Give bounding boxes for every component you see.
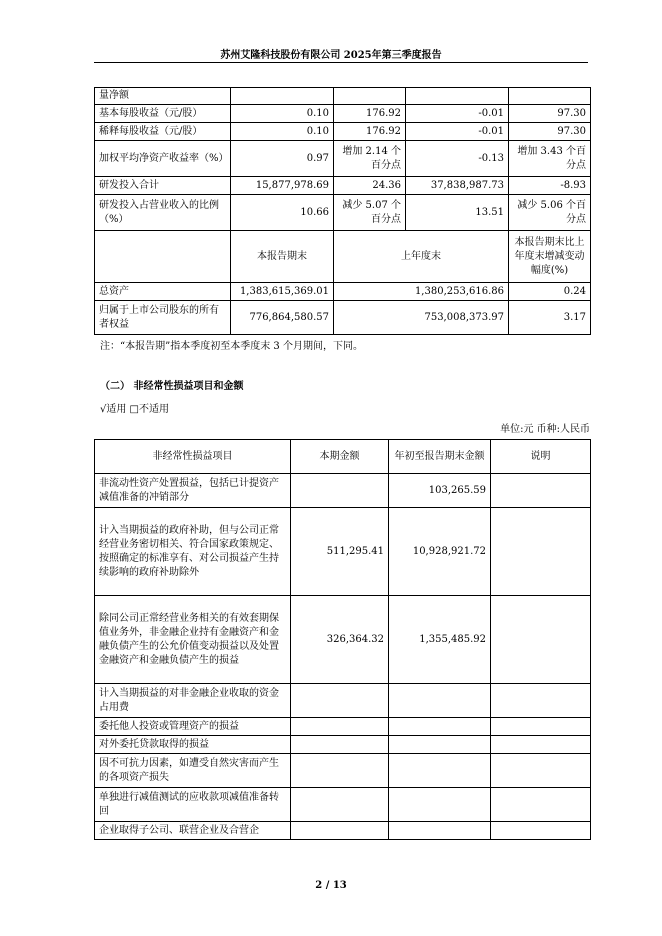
column-header: 本期金额 [291, 440, 389, 474]
non-recurring-items-table [94, 439, 591, 840]
currency-unit: 单位:元 币种:人民币 [500, 424, 590, 435]
column-header: 上年度末 [334, 231, 509, 283]
column-header: 本报告期末 [231, 231, 334, 283]
item-label: 企业取得子公司、联营企业及合营企 [95, 822, 291, 840]
item-label: 计入当期损益的对非金融企业收取的资金占用费 [95, 684, 291, 718]
table-header-row [95, 231, 591, 283]
report-header-title: 苏州艾隆科技股份有限公司 2025年第三季度报告 [220, 50, 442, 61]
section-title: （二） 非经常性损益项目和金额 [100, 381, 244, 392]
row-label: 加权平均净资产收益率（%） [95, 141, 231, 177]
row-label: 研发投入占营业收入的比例（%） [95, 195, 231, 231]
table-row: 非流动性资产处置损益，包括已计提资产减值准备的冲销部分 103,265.59 [95, 474, 591, 508]
table-row: 稀释每股收益（元/股） 0.10 176.92 -0.01 97.30 [95, 123, 591, 141]
table-row: 加权平均净资产收益率（%） 0.97 增加 2.14 个百分点 -0.13 增加 3.43 个百分点 [95, 141, 591, 177]
row-label: 研发投入合计 [95, 177, 231, 195]
column-header: 本报告期末比上年度末增减变动幅度(%) [509, 231, 591, 283]
table-row [95, 754, 591, 788]
table-row [95, 822, 591, 840]
table-row: 研发投入合计 15,877,978.69 24.36 37,838,987.73 -8.93 [95, 177, 591, 195]
row-label: 稀释每股收益（元/股） [95, 123, 231, 141]
financial-indicators-table [94, 87, 591, 335]
item-label: 除同公司正常经营业务相关的有效套期保值业务外，非金融企业持有金融资产和金融负债产生的公允价值变动损益以及处置金融资产和金融负债产生的损益 [95, 596, 291, 684]
table-row [95, 88, 591, 105]
table-row [95, 684, 591, 718]
row-label: 总资产 [95, 283, 231, 301]
item-label: 计入当期损益的政府补助，但与公司正常经营业务密切相关、符合国家政策规定、按照确定的标准享有、对公司损益产生持续影响的政府补助除外 [95, 508, 291, 596]
item-label: 非流动性资产处置损益，包括已计提资产减值准备的冲销部分 [95, 474, 291, 508]
table-row: 归属于上市公司股东的所有者权益 776,864,580.57 753,008,373.97 3.17 [95, 301, 591, 335]
table-row [95, 788, 591, 822]
column-header: 年初至报告期末金额 [389, 440, 491, 474]
item-label: 委托他人投资或管理资产的损益 [95, 718, 291, 736]
row-label: 归属于上市公司股东的所有者权益 [95, 301, 231, 335]
table-row [95, 736, 591, 754]
table-row: 除同公司正常经营业务相关的有效套期保值业务外，非金融企业持有金融资产和金融负债产生的公允价值变动损益以及处置金融资产和金融负债产生的损益 326,364.32 1,355,485.92 [95, 596, 591, 684]
item-label: 因不可抗力因素，如遭受自然灾害而产生的各项资产损失 [95, 754, 291, 788]
column-header: 非经常性损益项目 [95, 440, 291, 474]
header-divider [94, 62, 588, 63]
item-label: 对外委托贷款取得的损益 [95, 736, 291, 754]
table-row [95, 718, 591, 736]
table-note: 注：“本报告期”指本季度初至本季度末 3 个月期间，下同。 [100, 341, 363, 352]
table-row: 总资产 1,383,615,369.01 1,380,253,616.86 0.24 [95, 283, 591, 301]
table-header-row [95, 440, 591, 474]
table-row: 研发投入占营业收入的比例（%） 10.66 减少 5.07 个百分点 13.51 减少 5.06 个百分点 [95, 195, 591, 231]
row-label: 量净额 [95, 88, 231, 105]
column-header: 说明 [491, 440, 591, 474]
item-label: 单独进行减值测试的应收款项减值准备转回 [95, 788, 291, 822]
row-label: 基本每股收益（元/股） [95, 105, 231, 123]
applicability-indicator: √适用 □不适用 [100, 404, 169, 415]
table-row: 计入当期损益的政府补助，但与公司正常经营业务密切相关、符合国家政策规定、按照确定的标准享有、对公司损益产生持续影响的政府补助除外 511,295.41 10,928,921.72 [95, 508, 591, 596]
table-row: 基本每股收益（元/股） 0.10 176.92 -0.01 97.30 [95, 105, 591, 123]
page-number: 2 / 13 [315, 880, 347, 891]
